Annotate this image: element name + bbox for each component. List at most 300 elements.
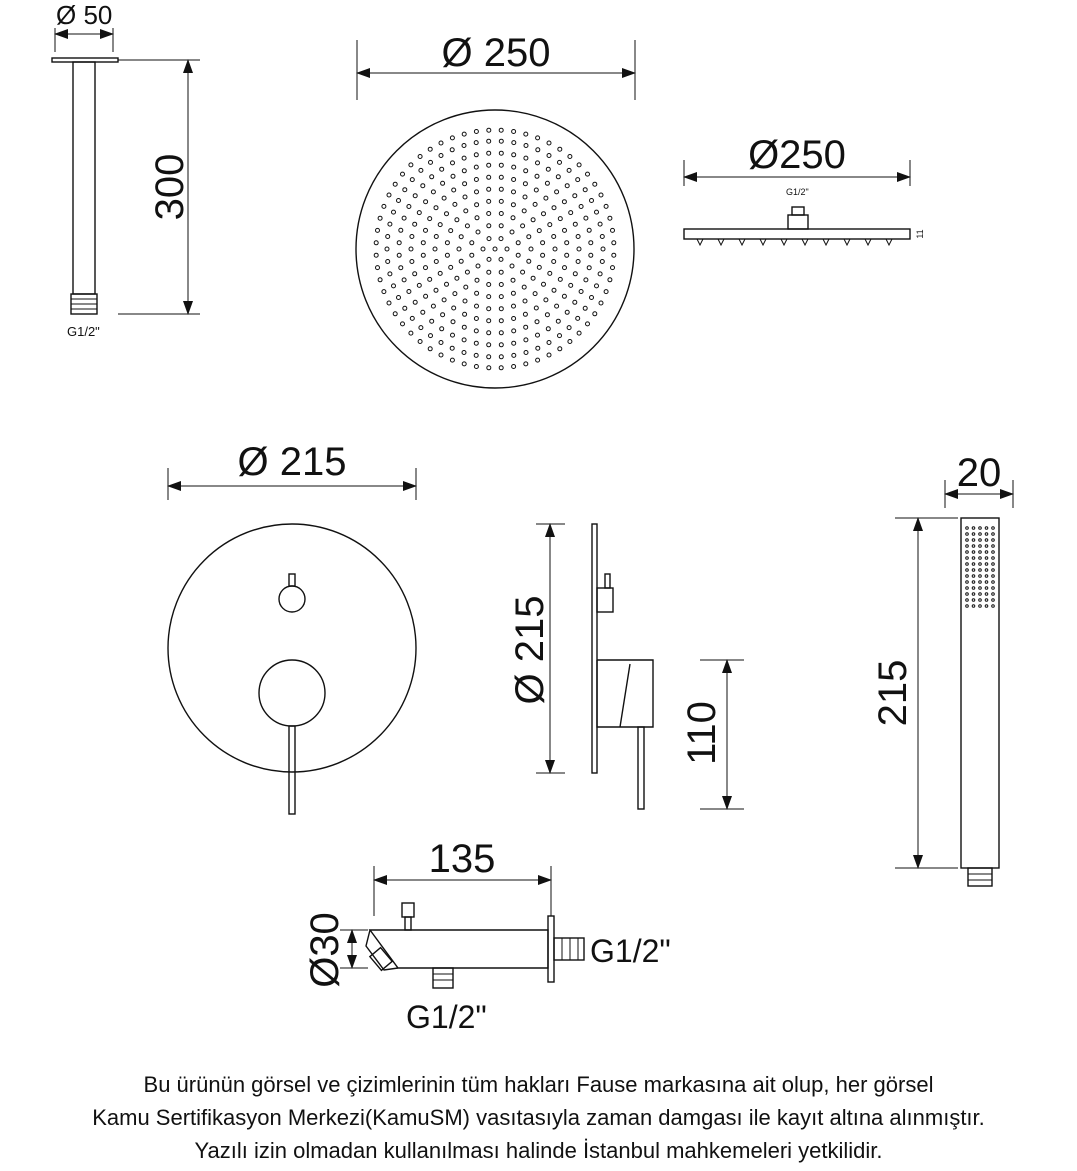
nozzle xyxy=(524,132,528,136)
hand-nozzle xyxy=(972,533,975,536)
nozzle xyxy=(374,241,378,245)
nozzle xyxy=(547,353,551,357)
hand-nozzle xyxy=(985,527,988,530)
nozzle xyxy=(455,218,459,222)
nozzle xyxy=(462,351,466,355)
nozzle xyxy=(577,247,581,251)
side-nozzle-row xyxy=(697,239,892,245)
nozzle xyxy=(487,163,491,167)
nozzle xyxy=(516,253,520,257)
nozzle xyxy=(544,298,548,302)
nozzle xyxy=(449,229,453,233)
nozzle xyxy=(535,320,539,324)
hand-nozzle xyxy=(979,545,982,548)
nozzle xyxy=(434,206,438,210)
hand-nozzle xyxy=(992,599,995,602)
nozzle xyxy=(475,216,479,220)
nozzle xyxy=(470,241,474,245)
nozzle xyxy=(499,366,503,370)
hand-nozzle xyxy=(972,593,975,596)
nozzle xyxy=(593,312,597,316)
nozzle xyxy=(604,204,608,208)
hand-nozzle xyxy=(979,557,982,560)
hand-nozzle xyxy=(985,593,988,596)
nozzle xyxy=(589,253,593,257)
nozzle xyxy=(481,247,485,251)
nozzle xyxy=(562,294,566,298)
hand-nozzle xyxy=(992,533,995,536)
nozzle xyxy=(529,247,533,251)
hand-nozzle xyxy=(972,563,975,566)
nozzle xyxy=(463,312,467,316)
nozzle xyxy=(439,154,443,158)
hand-shower-view xyxy=(871,451,1013,886)
nozzle xyxy=(511,291,515,295)
hand-nozzle xyxy=(966,587,969,590)
nozzle xyxy=(413,194,417,198)
hand-nozzle xyxy=(992,575,995,578)
nozzle xyxy=(568,155,572,159)
side-nozzle xyxy=(739,239,745,245)
nozzle xyxy=(499,355,503,359)
nozzle xyxy=(535,174,539,178)
nozzle xyxy=(421,310,425,314)
shower-arm-view xyxy=(52,0,200,339)
nozzle xyxy=(593,182,597,186)
nozzle xyxy=(562,200,566,204)
nozzle xyxy=(409,331,413,335)
nozzle xyxy=(463,182,467,186)
hand-nozzle xyxy=(992,545,995,548)
hand-nozzle xyxy=(992,557,995,560)
nozzle xyxy=(388,222,392,226)
hand-nozzle xyxy=(979,527,982,530)
nozzle xyxy=(546,327,550,331)
nozzle xyxy=(476,264,480,268)
hand-nozzle xyxy=(972,605,975,608)
nozzle xyxy=(410,316,414,320)
nozzle xyxy=(536,333,540,337)
nozzle xyxy=(556,175,560,179)
hand-nozzle xyxy=(979,539,982,542)
nozzle xyxy=(524,338,528,342)
spout-outlet-thread-label: G1/2" xyxy=(590,933,671,969)
nozzle xyxy=(464,209,468,213)
spout-diameter-label: Ø30 xyxy=(303,912,347,988)
side-nozzle xyxy=(886,239,892,245)
nozzle xyxy=(534,306,538,310)
nozzle xyxy=(512,304,516,308)
nozzle xyxy=(577,163,581,167)
nozzle xyxy=(487,331,491,335)
nozzle xyxy=(516,241,520,245)
nozzle xyxy=(523,182,527,186)
plate-side-diameter-label: Ø 215 xyxy=(508,595,552,705)
hand-nozzle xyxy=(992,569,995,572)
hand-nozzle xyxy=(985,605,988,608)
nozzle xyxy=(579,290,583,294)
nozzle xyxy=(536,358,540,362)
nozzle xyxy=(534,188,538,192)
nozzle xyxy=(428,217,432,221)
nozzle xyxy=(442,196,446,200)
nozzle xyxy=(512,178,516,182)
nozzle xyxy=(438,223,442,227)
nozzle xyxy=(424,228,428,232)
nozzle xyxy=(387,301,391,305)
nozzle xyxy=(424,266,428,270)
nozzle xyxy=(421,241,425,245)
nozzle xyxy=(531,218,535,222)
mixer-plate-front-view xyxy=(168,440,416,814)
nozzle xyxy=(586,322,590,326)
nozzle xyxy=(536,161,540,165)
nozzle xyxy=(385,247,389,251)
nozzle xyxy=(599,301,603,305)
hand-nozzle xyxy=(966,557,969,560)
nozzle xyxy=(576,178,580,182)
nozzle xyxy=(512,365,516,369)
nozzle xyxy=(493,247,497,251)
hand-nozzle xyxy=(966,593,969,596)
nozzle xyxy=(407,205,411,209)
nozzle xyxy=(387,193,391,197)
nozzle xyxy=(521,224,525,228)
nozzle xyxy=(452,306,456,310)
side-nozzle xyxy=(697,239,703,245)
nozzle xyxy=(579,205,583,209)
nozzle xyxy=(576,260,580,264)
nozzle xyxy=(455,276,459,280)
hand-nozzle xyxy=(972,587,975,590)
nozzle xyxy=(465,270,469,274)
nozzle xyxy=(522,285,526,289)
nozzle xyxy=(598,272,602,276)
nozzle xyxy=(487,307,491,311)
nozzle xyxy=(474,141,478,145)
nozzle xyxy=(474,365,478,369)
nozzle xyxy=(410,235,414,239)
arm-thread-label: G1/2" xyxy=(67,324,100,339)
hand-nozzle xyxy=(979,569,982,572)
side-nozzle xyxy=(844,239,850,245)
hand-nozzle xyxy=(992,551,995,554)
nozzle xyxy=(382,290,386,294)
nozzle xyxy=(569,283,573,287)
nozzle xyxy=(463,195,467,199)
nozzle xyxy=(505,247,509,251)
nozzle xyxy=(573,300,577,304)
nozzle xyxy=(428,147,432,151)
nozzle xyxy=(450,148,454,152)
nozzle xyxy=(487,366,491,370)
nozzle xyxy=(499,151,503,155)
shower-head-side-view xyxy=(684,133,925,245)
nozzle xyxy=(464,285,468,289)
nozzle xyxy=(536,148,540,152)
hand-nozzle xyxy=(992,527,995,530)
hand-nozzle xyxy=(985,533,988,536)
nozzle xyxy=(499,343,503,347)
nozzle xyxy=(533,202,537,206)
hand-nozzle xyxy=(972,581,975,584)
hand-nozzle xyxy=(992,539,995,542)
nozzle xyxy=(397,253,401,257)
nozzle xyxy=(598,222,602,226)
nozzle xyxy=(487,270,491,274)
nozzle xyxy=(499,295,503,299)
nozzle xyxy=(474,130,478,134)
nozzle xyxy=(462,132,466,136)
hand-nozzle xyxy=(972,569,975,572)
nozzle xyxy=(589,241,593,245)
nozzle xyxy=(599,193,603,197)
nozzle xyxy=(544,196,548,200)
nozzle xyxy=(429,334,433,338)
hand-nozzle xyxy=(966,599,969,602)
nozzle xyxy=(487,257,491,261)
nozzle xyxy=(537,229,541,233)
nozzle xyxy=(413,300,417,304)
nozzle xyxy=(487,139,491,143)
nozzle xyxy=(428,347,432,351)
nozzle xyxy=(462,338,466,342)
nozzle xyxy=(558,217,562,221)
nozzle xyxy=(524,362,528,366)
nozzle xyxy=(433,247,437,251)
nozzle xyxy=(474,329,478,333)
mixer-side-view xyxy=(508,524,744,809)
nozzle xyxy=(397,241,401,245)
nozzle xyxy=(413,222,417,226)
nozzle xyxy=(463,299,467,303)
nozzle xyxy=(587,228,591,232)
nozzle xyxy=(487,343,491,347)
nozzle xyxy=(577,331,581,335)
hand-nozzle xyxy=(985,587,988,590)
nozzle xyxy=(430,175,434,179)
shower-head-top-view xyxy=(356,31,635,388)
nozzle xyxy=(586,172,590,176)
nozzle xyxy=(441,313,445,317)
nozzle xyxy=(499,199,503,203)
nozzle xyxy=(382,204,386,208)
nozzle xyxy=(563,266,567,270)
nozzle xyxy=(474,353,478,357)
hand-nozzle xyxy=(985,581,988,584)
hand-shower-length-label: 215 xyxy=(871,659,915,727)
nozzle xyxy=(584,278,588,282)
nozzle xyxy=(487,128,491,132)
nozzle xyxy=(399,266,403,270)
nozzle xyxy=(547,141,551,145)
nozzle xyxy=(523,312,527,316)
nozzle xyxy=(523,299,527,303)
nozzle xyxy=(418,340,422,344)
nozzle xyxy=(563,228,567,232)
hand-nozzle xyxy=(979,587,982,590)
nozzle xyxy=(499,212,503,216)
nozzle xyxy=(536,136,540,140)
nozzle xyxy=(499,175,503,179)
nozzle xyxy=(541,253,545,257)
nozzle xyxy=(545,181,549,185)
head-side-thread-label: G1/2" xyxy=(786,187,809,197)
nozzle xyxy=(397,199,401,203)
nozzle xyxy=(475,304,479,308)
nozzle xyxy=(431,190,435,194)
nozzle xyxy=(487,212,491,216)
nozzle xyxy=(527,235,531,239)
nozzle xyxy=(487,355,491,359)
nozzle xyxy=(453,202,457,206)
nozzle xyxy=(410,260,414,264)
nozzle xyxy=(421,184,425,188)
nozzle xyxy=(441,181,445,185)
nozzle xyxy=(430,319,434,323)
nozzle xyxy=(512,329,516,333)
nozzle xyxy=(474,165,478,169)
nozzle xyxy=(608,278,612,282)
nozzle-pattern xyxy=(374,128,616,370)
nozzle xyxy=(567,326,571,330)
hand-nozzle xyxy=(972,551,975,554)
nozzle xyxy=(533,292,537,296)
nozzle xyxy=(393,182,397,186)
hand-nozzle xyxy=(966,605,969,608)
nozzle xyxy=(378,216,382,220)
nozzle xyxy=(600,260,604,264)
nozzle xyxy=(487,224,491,228)
copyright-line-1: Bu ürünün görsel ve çizimlerinin tüm hakları Fause markasına ait olup, her görsel xyxy=(143,1072,934,1097)
hand-nozzle xyxy=(992,587,995,590)
nozzle xyxy=(537,265,541,269)
nozzle xyxy=(442,298,446,302)
nozzle xyxy=(512,141,516,145)
nozzle xyxy=(487,237,491,241)
nozzle xyxy=(499,128,503,132)
nozzle xyxy=(548,223,552,227)
nozzle xyxy=(595,284,599,288)
nozzle xyxy=(499,224,503,228)
nozzle xyxy=(499,307,503,311)
nozzle xyxy=(499,331,503,335)
nozzle xyxy=(499,283,503,287)
hand-nozzle xyxy=(985,569,988,572)
nozzle xyxy=(451,161,455,165)
hand-nozzle xyxy=(979,575,982,578)
spout-view xyxy=(303,837,671,1035)
nozzle xyxy=(388,272,392,276)
nozzle xyxy=(431,304,435,308)
nozzle xyxy=(386,235,390,239)
nozzle xyxy=(374,253,378,257)
nozzle xyxy=(474,317,478,321)
nozzle xyxy=(487,283,491,287)
hand-nozzle-pattern xyxy=(966,527,995,608)
nozzle xyxy=(541,241,545,245)
nozzle xyxy=(378,278,382,282)
nozzle xyxy=(475,190,479,194)
hand-nozzle xyxy=(992,581,995,584)
nozzle xyxy=(476,230,480,234)
nozzle xyxy=(524,351,528,355)
hand-nozzle xyxy=(985,551,988,554)
nozzle xyxy=(434,260,438,264)
nozzle xyxy=(409,247,413,251)
nozzle xyxy=(475,291,479,295)
nozzle xyxy=(445,212,449,216)
copyright-line-2: Kamu Sertifikasyon Merkezi(KamuSM) vasıtasıyla zaman damgası ile kayıt altına alınmıştır. xyxy=(92,1105,985,1130)
nozzle xyxy=(552,288,556,292)
nozzle xyxy=(555,304,559,308)
nozzle xyxy=(573,272,577,276)
nozzle xyxy=(417,211,421,215)
nozzle xyxy=(413,272,417,276)
nozzle xyxy=(553,247,557,251)
nozzle xyxy=(402,278,406,282)
nozzle xyxy=(401,322,405,326)
hand-nozzle xyxy=(992,605,995,608)
nozzle xyxy=(558,347,562,351)
nozzle xyxy=(583,306,587,310)
nozzle xyxy=(547,341,551,345)
nozzle xyxy=(402,216,406,220)
nozzle xyxy=(524,156,528,160)
nozzle xyxy=(556,319,560,323)
nozzle xyxy=(451,174,455,178)
hand-nozzle xyxy=(985,575,988,578)
nozzle xyxy=(475,278,479,282)
side-nozzle xyxy=(781,239,787,245)
nozzle xyxy=(536,346,540,350)
nozzle xyxy=(542,212,546,216)
nozzle xyxy=(565,241,569,245)
nozzle xyxy=(451,320,455,324)
hand-nozzle xyxy=(966,539,969,542)
nozzle xyxy=(487,199,491,203)
nozzle xyxy=(438,271,442,275)
copyright-line-3: Yazılı izin olmadan kullanılması halinde İstanbul mahkemeleri yetkilidir. xyxy=(194,1138,883,1163)
hand-nozzle xyxy=(979,563,982,566)
nozzle xyxy=(524,169,528,173)
hand-nozzle xyxy=(985,563,988,566)
valve-depth-label: 110 xyxy=(680,701,724,765)
hand-nozzle xyxy=(966,533,969,536)
nozzle xyxy=(499,257,503,261)
nozzle xyxy=(449,265,453,269)
nozzle xyxy=(424,294,428,298)
nozzle xyxy=(611,266,615,270)
hand-nozzle xyxy=(966,551,969,554)
nozzle xyxy=(608,216,612,220)
nozzle xyxy=(611,228,615,232)
nozzle xyxy=(462,325,466,329)
nozzle xyxy=(499,187,503,191)
nozzle xyxy=(510,230,514,234)
head-side-thickness-label: 11 xyxy=(915,229,925,239)
hand-nozzle xyxy=(979,593,982,596)
nozzle xyxy=(407,290,411,294)
nozzle xyxy=(439,141,443,145)
nozzle xyxy=(576,235,580,239)
hand-nozzle xyxy=(979,533,982,536)
nozzle xyxy=(512,153,516,157)
nozzle xyxy=(470,253,474,257)
nozzle xyxy=(531,276,535,280)
head-side-diameter-label: Ø250 xyxy=(748,133,846,177)
nozzle xyxy=(462,156,466,160)
